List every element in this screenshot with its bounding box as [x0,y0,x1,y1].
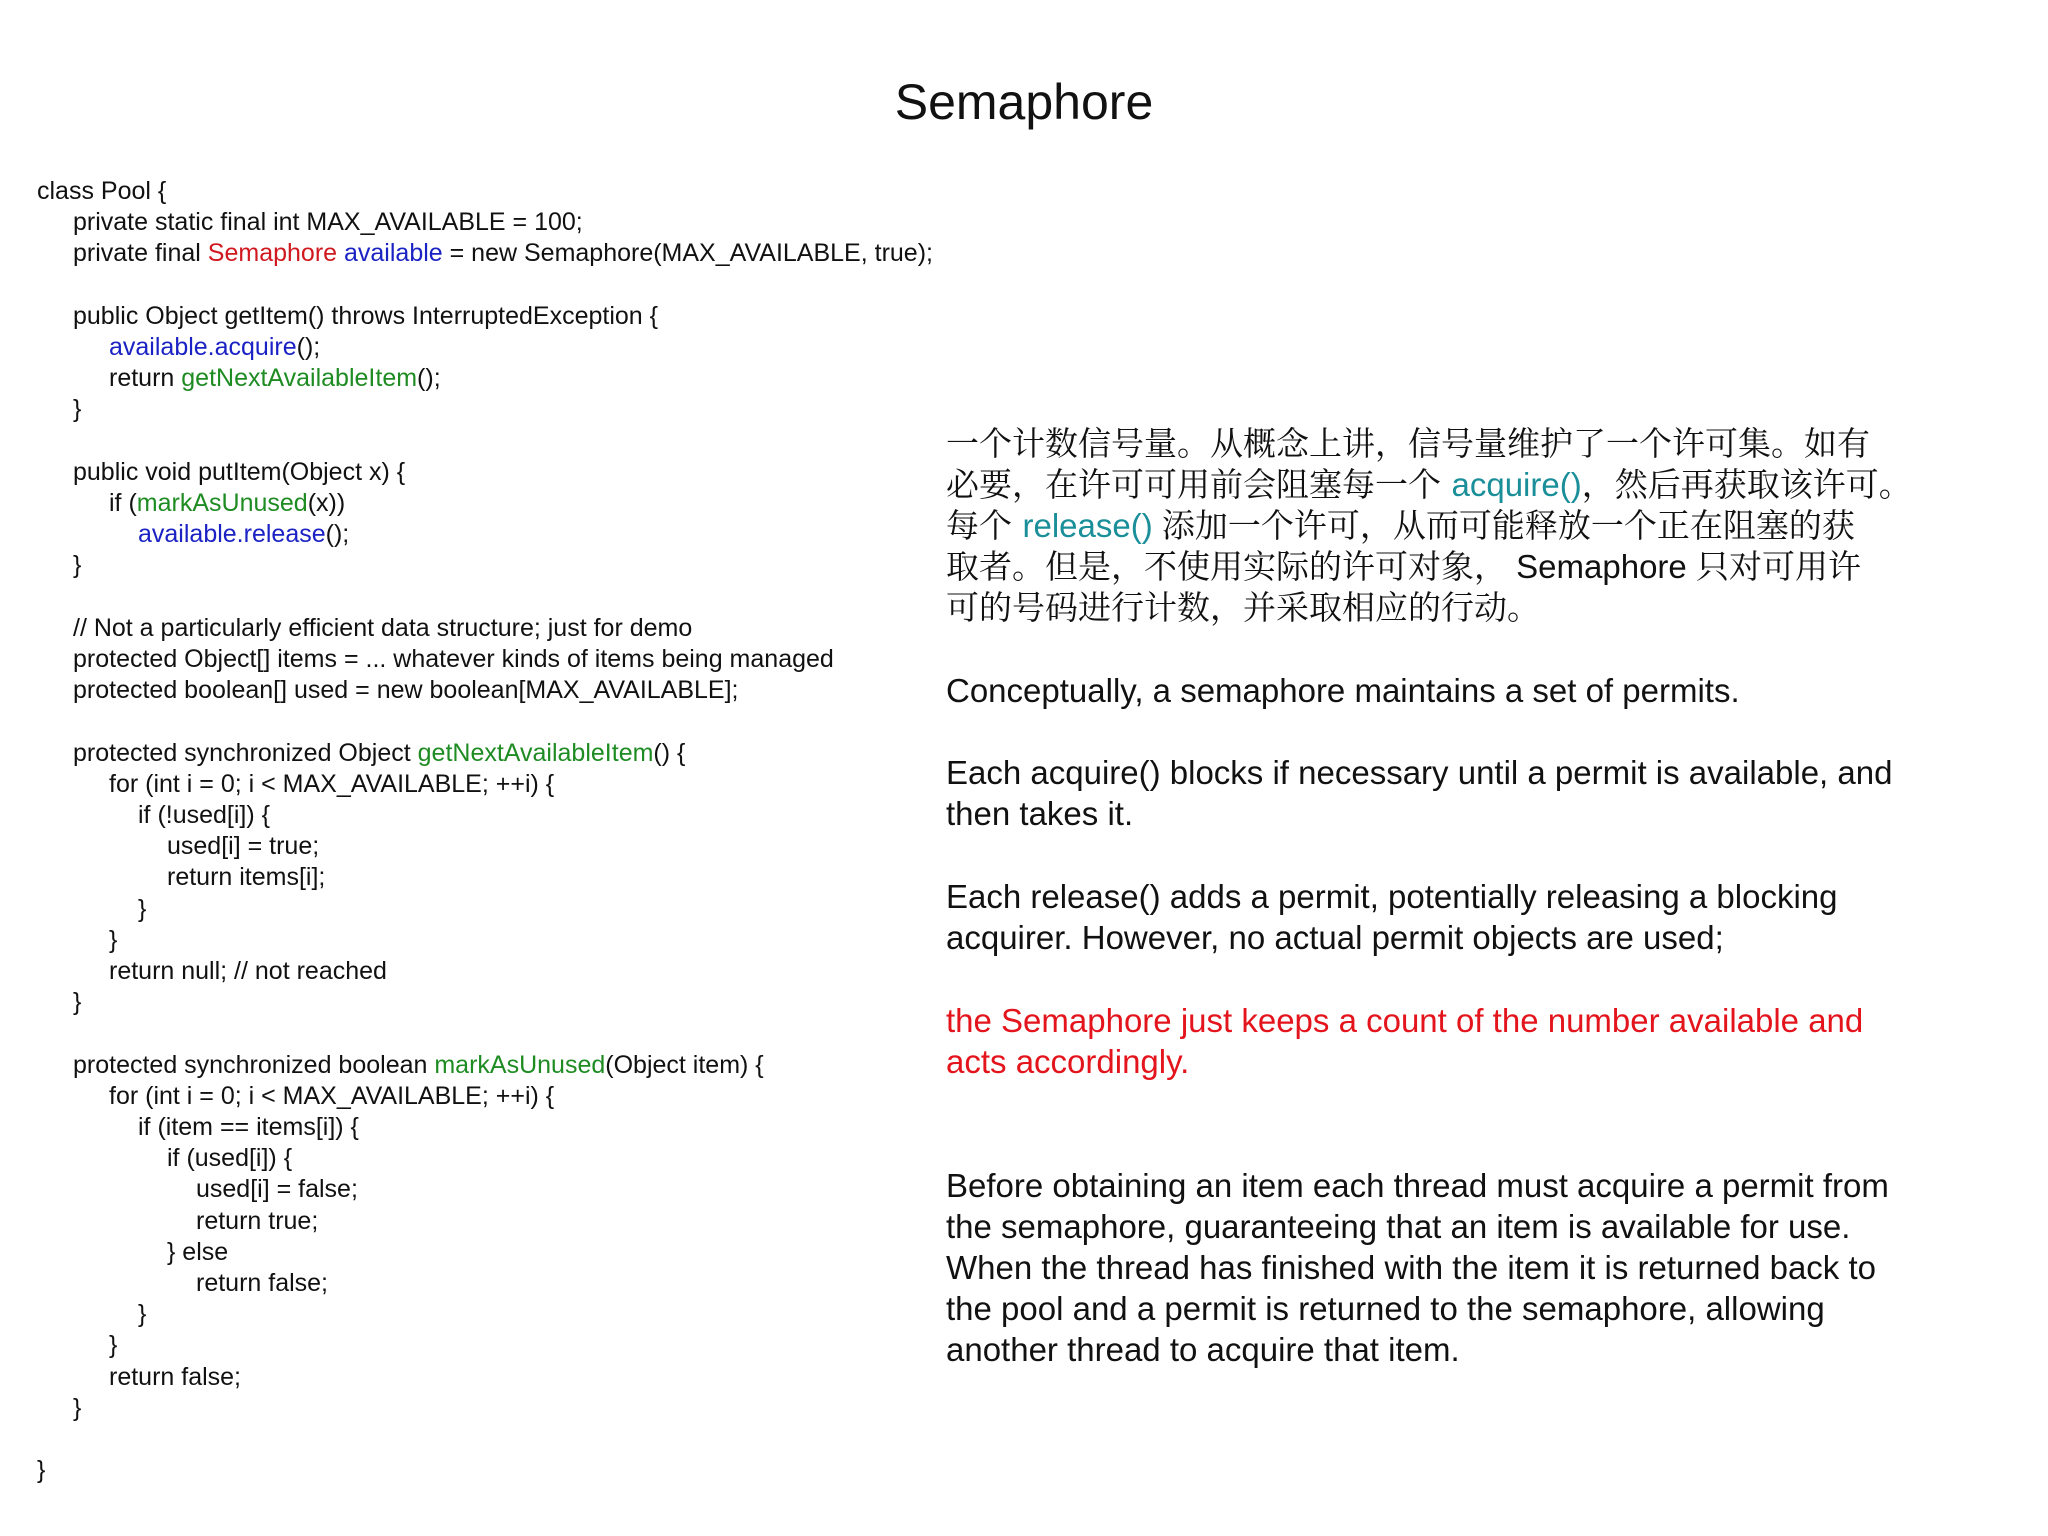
code-token: } else [167,1237,229,1266]
code-token: available.release [138,520,326,549]
code-token: } [73,395,82,424]
code-token: if ( [109,489,137,517]
code-token: (); [325,520,350,549]
code-line [109,332,320,363]
chinese-text: ，然后再获取该许可。 [1581,465,1912,504]
paragraph [946,1000,1946,1082]
code-token: (Object item) { [605,1050,764,1079]
code-token [337,239,344,267]
paragraph-line: the semaphore, guaranteeing that an item is available for use. [946,1208,1851,1245]
code-token: if (item == items[i]) { [138,1113,359,1141]
code-token: return false; [109,1362,242,1391]
code-line [109,956,387,987]
code-line [73,987,81,1018]
paragraph-line: acts accordingly. [946,1043,1190,1080]
paragraph-line: Before obtaining an item each thread must acquire a permit from [946,1167,1889,1204]
code-token: return items[i]; [167,863,326,892]
code-line [73,207,583,238]
chinese-text: 取者。但是，不使用实际的许可对象， [946,547,1507,586]
code-line [73,738,685,769]
code-token: } [109,925,118,954]
paragraph [946,670,1946,711]
code-line [167,1143,292,1174]
chinese-text: 必要，在许可可用前会阻塞每一个 [946,465,1452,504]
inline-keyword: acquire() [1451,466,1582,503]
code-line [73,1393,81,1424]
code-line [138,894,146,925]
chinese-line [946,464,1946,505]
code-token: protected synchronized boolean [73,1050,435,1079]
code-token: } [138,1300,147,1329]
code-line [73,301,658,332]
code-token: used[i] = false; [196,1175,358,1204]
code-token: } [73,1393,82,1422]
code-token: () { [653,738,686,767]
paragraph-line: Each release() adds a permit, potentially releasing a blocking [946,878,1838,915]
code-line [73,1050,764,1081]
paragraph [946,876,1946,958]
code-line [109,1362,241,1393]
paragraph [946,1165,1946,1370]
code-token: return false; [196,1269,329,1297]
code-token: return [109,364,182,393]
code-token: markAsUnused [434,1050,606,1079]
code-token: } [138,894,147,923]
code-token: for (int i = 0; i < MAX_AVAILABLE; ++i) { [109,1081,555,1110]
code-token: (); [417,364,441,393]
code-token: private final [73,239,208,268]
chinese-text: 每个 [946,506,1023,545]
chinese-text: 可的号码进行计数，并采取相应的行动。 [946,588,1540,627]
paragraph-line: Conceptually, a semaphore maintains a set of permits. [946,672,1740,709]
code-line [73,394,81,425]
code-line [73,238,933,269]
code-token: = new Semaphore(MAX_AVAILABLE, true); [442,239,933,268]
code-line [73,457,405,488]
code-token: Semaphore [207,239,338,268]
code-line [167,862,325,893]
code-token: getNextAvailableItem [417,738,654,767]
code-token: (); [296,333,321,361]
chinese-line [946,505,1946,546]
code-line [138,800,270,831]
code-line [138,519,349,550]
code-token: markAsUnused [136,489,308,517]
code-token: // Not a particularly efficient data structure; just for demo [73,613,693,642]
inline-keyword: release() [1022,507,1162,544]
code-token: available [344,239,443,268]
page-title: Semaphore [894,74,1154,130]
code-token: private static final int MAX_AVAILABLE = 100; [73,208,583,237]
code-token: public Object getItem() throws InterruptedException { [73,301,659,330]
code-token: } [73,988,82,1017]
chinese-line [946,423,1946,464]
paragraph-line: the Semaphore just keeps a count of the number available and [946,1002,1864,1039]
code-token: protected boolean[] used = new boolean[MAX_AVAILABLE]; [73,676,739,705]
chinese-description [946,423,1946,628]
code-line [167,831,319,862]
chinese-text: 添加一个许可，从而可能释放一个正在阻塞的获 [1161,506,1855,545]
code-line [73,675,739,706]
code-token: used[i] = true; [167,832,320,861]
code-token: (x)) [307,489,346,517]
code-token: for (int i = 0; i < MAX_AVAILABLE; ++i) { [109,769,555,798]
code-token: class Pool { [37,177,167,205]
paragraph-line: acquirer. However, no actual permit objects are used; [946,919,1724,956]
chinese-text: 一个计数信号量。从概念上讲，信号量维护了一个许可集。如有 [946,424,1870,463]
code-line [196,1206,318,1237]
paragraph-line: then takes it. [946,795,1134,832]
code-line [196,1268,328,1299]
code-line [138,1299,146,1330]
code-token: getNextAvailableItem [181,364,418,393]
code-token: protected Object[] items = ... whatever kinds of items being managed [73,645,834,673]
code-line [167,1237,228,1268]
paragraph-line: When the thread has finished with the item it is returned back to [946,1249,1876,1286]
paragraph-line: another thread to acquire that item. [946,1331,1460,1368]
paragraph [946,752,1946,834]
code-token: return null; // not reached [109,957,387,985]
code-token: if (!used[i]) { [138,801,270,829]
code-token: protected synchronized Object [73,738,418,767]
paragraph-line: Each acquire() blocks if necessary until a permit is available, and [946,754,1893,791]
code-line [109,363,441,394]
code-line [37,1455,45,1486]
code-token: } [109,1331,118,1360]
code-line [73,550,81,581]
code-token: } [73,551,82,580]
code-line [196,1174,358,1205]
code-line [109,488,345,519]
paragraph-line: the pool and a permit is returned to the semaphore, allowing [946,1290,1825,1327]
code-line [109,1081,554,1112]
chinese-line [946,546,1946,587]
inline-keyword: Semaphore [1507,548,1696,585]
code-token: if (used[i]) { [167,1144,293,1173]
code-line [73,644,834,675]
code-line [109,1330,117,1361]
code-line [109,769,554,800]
code-line [73,613,692,644]
code-token: public void putItem(Object x) { [73,457,406,486]
code-token: return true; [196,1206,319,1235]
chinese-text: 只对可用许 [1695,547,1861,586]
code-line [109,925,117,956]
code-token: available.acquire [109,333,297,361]
code-token: } [37,1456,46,1485]
code-line [37,176,166,207]
chinese-line [946,587,1946,628]
code-line [138,1112,359,1143]
